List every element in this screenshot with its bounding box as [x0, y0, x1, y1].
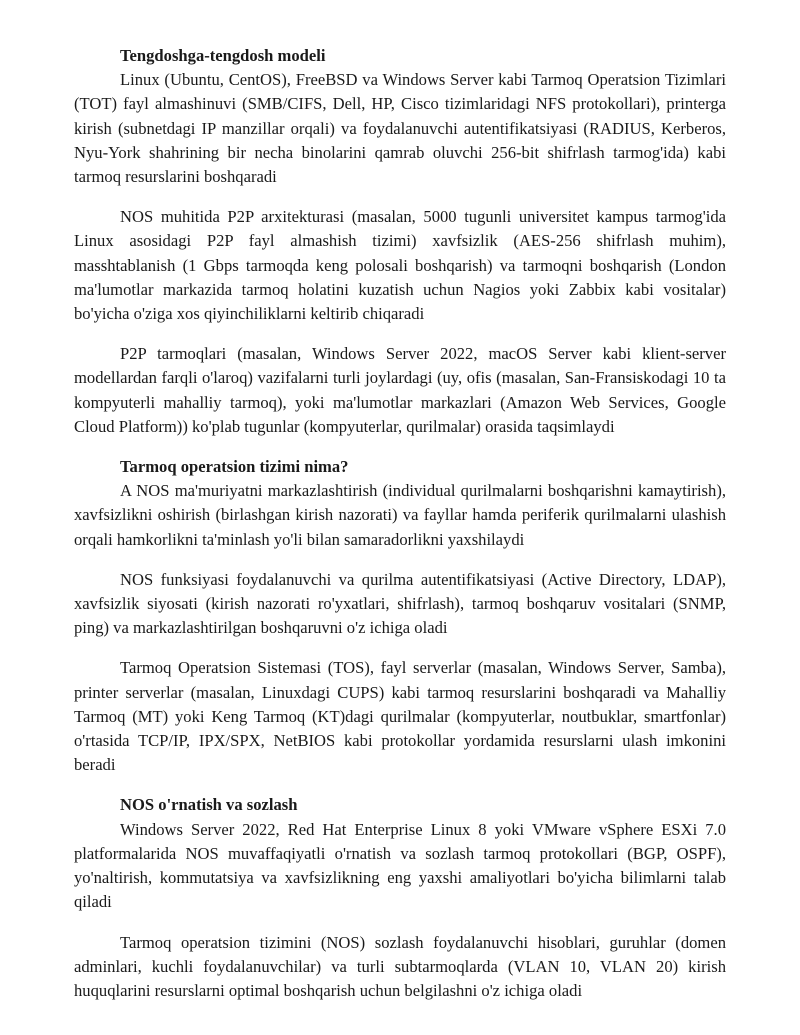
paragraph: Tarmoq operatsion tizimini (NOS) sozlash foydalanuvchi hisoblari, guruhlar (domen adminlari, kuchli foydalanuvchilar) va turli subtarmoqlarda (VLAN 10, VLAN 20) kirish huquqlarini resurslarni optimal boshqarish uchun belgilashni o'z ichiga oladi: [74, 932, 726, 1000]
section-peer-to-peer: [74, 44, 726, 439]
paragraph: NOS funksiyasi foydalanuvchi va qurilma autentifikatsiyasi (Active Directory, LDAP), xavfsizlik siyosati (kirish nazorati ro'yxatlari, shifrlash), tarmoq boshqaruv vositalari (SNMP, ping) va markazlashtirilgan boshqaruvni o'z ichiga oladi: [74, 569, 726, 638]
section-what-is-nos: [74, 455, 726, 777]
paragraph: NOS muhitida P2P arxitekturasi (masalan, 5000 tugunli universitet kampus tarmog'ida Linux asosidagi P2P fayl almashish tizimi) xavfsizlik (AES-256 shifrlash muhim), masshtablanish (1 Gbps tarmoqda keng polosali boshqarish) va tarmoqni boshqarish (London ma'lumotlar markazida tarmoq holatini kuzatish uchun Nagios yoki Zabbix kabi vositalar) bo'yicha o'ziga xos qiyinchiliklarni keltirib chiqaradi: [74, 207, 726, 324]
paragraph: P2P tarmoqlari (masalan, Windows Server 2022, macOS Server kabi klient-server modellardan farqli o'laroq) vazifalarni turli joylardagi (uy, ofis (masalan, San-Fransiskodagi 10 ta kompyuterli mahalliy tarmoq), yoki ma'lumotlar markazlari (Amazon Web Services, Google Cloud Platform)) ko'plab tugunlar (kompyuterlar, qurilmalar) orasida taqsimlaydi: [74, 344, 726, 436]
section-nos-install: [74, 793, 726, 1003]
paragraph: Tarmoq Operatsion Sistemasi (TOS), fayl serverlar (masalan, Windows Server, Samba), printer serverlar (masalan, Linuxdagi CUPS) kabi tarmoq resurslarini boshqaradi va Mahalliy Tarmoq (MT) yoki Keng Tarmoq (KT)dagi qurilmalar (kompyuterlar, noutbuklar, smartfonlar) o'rtasida TCP/IP, IPX/SPX, NetBIOS kabi protokollar yordamida resurslarni ulash imkonini beradi: [74, 658, 726, 775]
section-heading: Tengdoshga-tengdosh modeli: [120, 46, 326, 65]
paragraph: Windows Server 2022, Red Hat Enterprise Linux 8 yoki VMware vSphere ESXi 7.0 platformalarida NOS muvaffaqiyatli o'rnatish va sozlash tarmoq protokollari (BGP, OSPF), yo'naltirish, kommutatsiya va xavfsizlikning eng yaxshi amaliyotlari bo'yicha bilimlarni talab qiladi: [74, 819, 726, 912]
paragraph: Linux (Ubuntu, CentOS), FreeBSD va Windows Server kabi Tarmoq Operatsion Tizimlari (TOT) fayl almashinuvi (SMB/CIFS, Dell, HP, Cisco tizimlaridagi NFS protokollari), printerga kirish (subnetdagi IP manzillar orqali) va foydalanuvchi autentifikatsiyasi (RADIUS, Kerberos, Nyu-York shahrining bir necha binolarini qamrab oluvchi 256-bit shifrlash tarmog'ida) kabi tarmoq resurslarini boshqaradi: [74, 70, 726, 187]
section-heading: Tarmoq operatsion tizimi nima?: [120, 457, 349, 477]
section-heading: NOS o'rnatish va sozlash: [120, 795, 298, 815]
paragraph: A NOS ma'muriyatni markazlashtirish (individual qurilmalarni boshqarishni kamaytirish), xavfsizlikni oshirish (birlashgan kirish nazorati) va fayllar hamda periferik qurilmalarni ulashish orqali hamkorlikni ta'minlash yo'li bilan samaradorlikni yaxshilaydi: [74, 481, 726, 549]
document-page: [74, 44, 726, 1003]
